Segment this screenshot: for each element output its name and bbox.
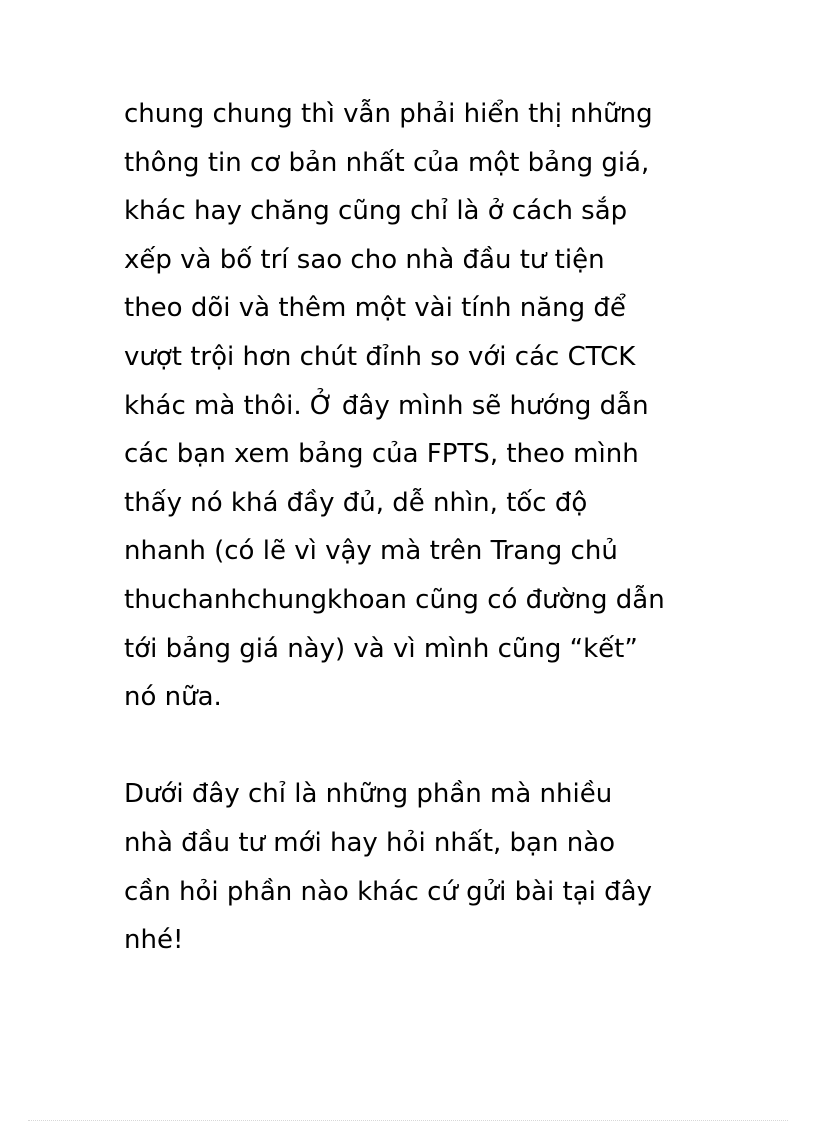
text-line: xếp và bố trí sao cho nhà đầu tư tiện xyxy=(124,244,605,275)
text-line: nhà đầu tư mới hay hỏi nhất, bạn nào xyxy=(124,827,616,858)
paragraph-spacer xyxy=(124,722,724,771)
text-line: chung chung thì vẫn phải hiển thị những xyxy=(124,99,653,129)
text-line: nhanh (có lẽ vì vậy mà trên Trang chủ xyxy=(124,536,618,567)
text-line: các bạn xem bảng của FPTS, theo mình xyxy=(124,439,639,470)
text-line: thông tin cơ bản nhất của một bảng giá, xyxy=(124,147,650,178)
text-line: cần hỏi phần nào khác cứ gửi bài tại đây xyxy=(124,876,652,907)
paragraph-1 xyxy=(124,90,724,722)
text-line: theo dõi và thêm một vài tính năng để xyxy=(124,293,626,324)
document-body xyxy=(124,90,724,965)
text-line: vượt trội hơn chút đỉnh so với các CTCK xyxy=(124,341,636,372)
paragraph-2 xyxy=(124,770,724,964)
text-line: khác hay chăng cũng chỉ là ở cách sắp xyxy=(124,196,628,227)
text-line: tới bảng giá này) và vì mình cũng “kết” xyxy=(124,633,638,664)
page-bottom-rule xyxy=(28,1120,788,1121)
text-line: nhé! xyxy=(124,925,184,956)
text-line: nó nữa. xyxy=(124,682,222,713)
text-line: Dưới đây chỉ là những phần mà nhiều xyxy=(124,779,613,810)
text-line: thuchanhchungkhoan cũng có đường dẫn xyxy=(124,584,665,615)
text-line: khác mà thôi. Ở đây mình sẽ hướng dẫn xyxy=(124,390,649,421)
text-line: thấy nó khá đầy đủ, dễ nhìn, tốc độ xyxy=(124,487,588,518)
